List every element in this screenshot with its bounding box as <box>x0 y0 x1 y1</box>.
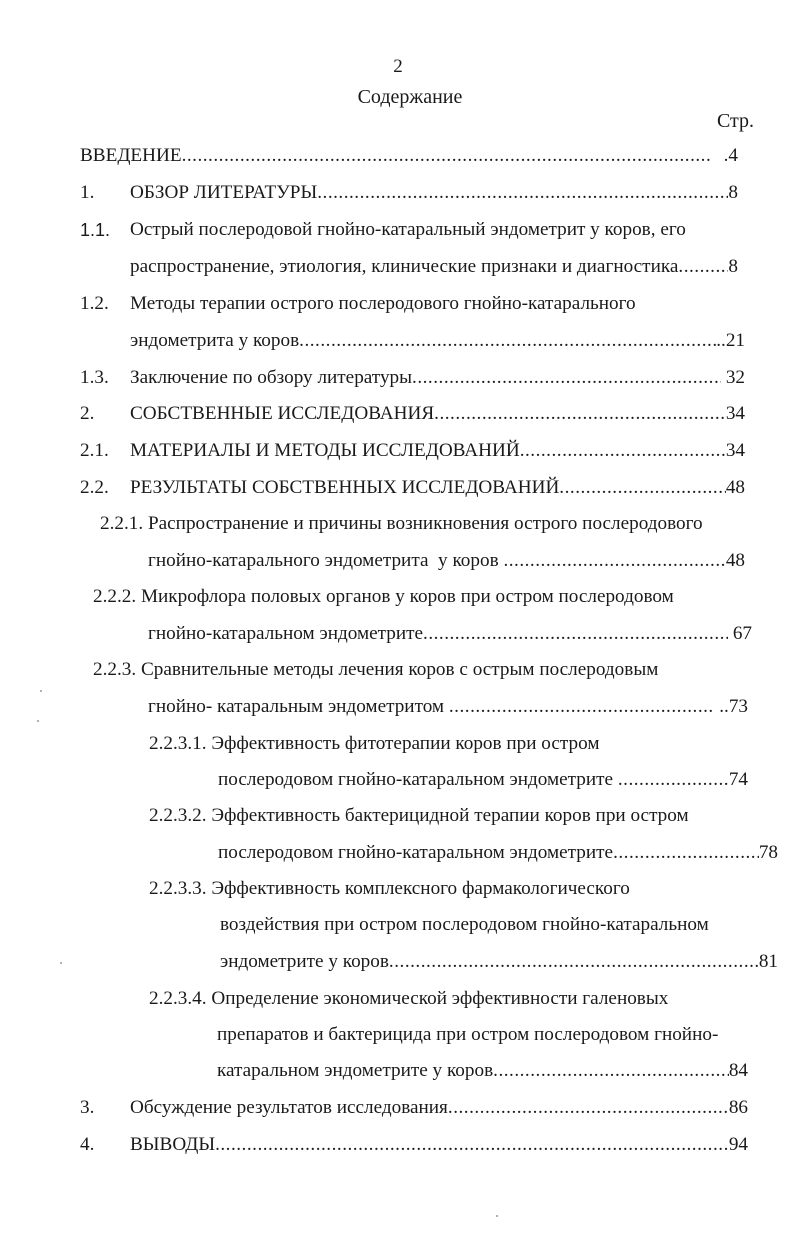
toc-entry-text: МАТЕРИАЛЫ И МЕТОДЫ ИССЛЕДОВАНИЙ <box>130 440 520 461</box>
leader-dots <box>449 695 715 719</box>
leader-dots <box>317 181 728 205</box>
toc-entry-text: гнойно-катарального эндометрита у коров <box>148 550 504 571</box>
toc-entry-text: Обсуждение результатов исследования <box>130 1097 448 1118</box>
page-number: 2 <box>393 56 403 77</box>
toc-entry-text: эндометрита у коров <box>130 330 300 351</box>
toc-entry-2-2-3-3-line1[interactable]: 2.2.3.3. Эффективность комплексного фармакологического <box>149 878 630 899</box>
toc-entry-page: 48 <box>725 477 745 498</box>
leader-dots <box>412 366 721 390</box>
toc-entry-page: 86 <box>728 1097 748 1118</box>
toc-entry-1-2-line1[interactable]: Методы терапии острого послеродового гнойно-катарального <box>130 293 636 314</box>
page-column-label: Стр. <box>716 110 754 132</box>
toc-entry-number: 1.3. <box>80 367 109 388</box>
leader-dots <box>448 1096 729 1120</box>
toc-entry-page: 84 <box>728 1060 748 1081</box>
toc-entry-2-2-3-line2[interactable] <box>148 695 748 719</box>
toc-entry-text: послеродовом гнойно-катаральном эндометрите <box>218 842 614 863</box>
toc-entry-conclusions[interactable] <box>130 1133 748 1157</box>
toc-entry-page: ..21 <box>716 330 745 351</box>
toc-entry-page: .4 <box>723 145 738 166</box>
toc-entry-text: распространение, этиология, клинические признаки и диагностика <box>130 256 679 277</box>
leader-dots <box>618 768 729 792</box>
toc-entry-number: 1.2. <box>80 293 109 314</box>
toc-entry-2-2[interactable] <box>130 476 745 500</box>
toc-entry-2-2-3-line1[interactable]: 2.2.3. Сравнительные методы лечения коров с острым послеродовым <box>93 659 659 680</box>
toc-entry-2-1[interactable] <box>130 439 745 463</box>
leader-dots <box>493 1059 729 1083</box>
toc-entry-text: СОБСТВЕННЫЕ ИССЛЕДОВАНИЯ <box>130 403 435 424</box>
toc-entry-2-2-1-line1[interactable]: 2.2.1. Распространение и причины возникновения острого послеродового <box>100 513 703 534</box>
leader-dots <box>434 402 726 426</box>
toc-entry-page: 48 <box>725 550 745 571</box>
leader-dots <box>559 476 726 500</box>
toc-entry-number: 1.1. <box>80 220 111 240</box>
leader-dots <box>423 622 728 646</box>
toc-entry-number: 2. <box>80 403 95 424</box>
toc-entry-number: 2.2. <box>80 477 109 498</box>
leader-dots <box>678 255 728 279</box>
toc-entry-own-research[interactable] <box>130 402 745 426</box>
toc-entry-2-2-1-line2[interactable] <box>148 549 745 573</box>
toc-entry-page: 8 <box>728 182 738 203</box>
toc-entry-page: 67 <box>728 623 752 644</box>
toc-entry-2-2-3-2-line2[interactable] <box>218 841 778 865</box>
toc-entry-1-3[interactable] <box>130 366 745 390</box>
scan-speck <box>40 690 42 692</box>
toc-entry-page: 94 <box>728 1134 748 1155</box>
toc-entry-literature-review[interactable] <box>130 181 738 205</box>
toc-entry-number: 2.1. <box>80 440 109 461</box>
scan-speck <box>496 1215 498 1217</box>
toc-entry-page: ..73 <box>714 696 748 717</box>
toc-entry-page: 74 <box>728 769 748 790</box>
toc-entry-page: 81 <box>758 951 778 972</box>
toc-entry-number: 3. <box>80 1097 95 1118</box>
toc-entry-text: послеродовом гнойно-катаральном эндометрите <box>218 769 618 790</box>
toc-entry-2-2-3-1-line1[interactable]: 2.2.3.1. Эффективность фитотерапии коров при остром <box>149 733 600 754</box>
toc-entry-2-2-3-4-line3[interactable] <box>217 1059 748 1083</box>
toc-entry-2-2-2-line2[interactable] <box>148 622 752 646</box>
leader-dots <box>389 950 759 974</box>
scan-speck <box>60 962 62 964</box>
toc-entry-page: 34 <box>725 440 745 461</box>
toc-entry-1-1-line1[interactable]: Острый послеродовой гнойно-катаральный эндометрит у коров, его <box>130 219 686 240</box>
toc-entry-page: 78 <box>758 842 778 863</box>
leader-dots <box>299 329 716 353</box>
toc-entry-2-2-3-2-line1[interactable]: 2.2.3.2. Эффективность бактерицидной терапии коров при остром <box>149 805 689 826</box>
toc-entry-2-2-3-3-line2[interactable]: воздействия при остром послеродовом гнойно-катаральном <box>220 914 709 935</box>
toc-entry-page: 34 <box>725 403 745 424</box>
toc-entry-text: эндометрите у коров <box>220 951 389 972</box>
toc-entry-page: 8 <box>728 256 738 277</box>
leader-dots <box>215 1133 729 1157</box>
toc-entry-text: РЕЗУЛЬТАТЫ СОБСТВЕННЫХ ИССЛЕДОВАНИЙ <box>130 477 560 498</box>
toc-entry-2-2-3-4-line2[interactable]: препаратов и бактерицида при остром послеродовом гнойно- <box>217 1024 719 1045</box>
toc-entry-text: катаральном эндометрите у коров <box>217 1060 494 1081</box>
toc-entry-2-2-3-3-line3[interactable] <box>220 950 778 974</box>
toc-entry-text: ОБЗОР ЛИТЕРАТУРЫ <box>130 182 318 203</box>
toc-entry-text: Заключение по обзору литературы <box>130 367 413 388</box>
leader-dots <box>182 144 710 168</box>
page-title: Содержание <box>357 86 463 108</box>
toc-entry-introduction[interactable] <box>80 144 738 168</box>
toc-entry-text: гнойно- катаральным эндометритом <box>148 696 449 717</box>
toc-entry-text: ВВЕДЕНИЕ <box>80 145 182 166</box>
toc-entry-number: 1. <box>80 182 95 203</box>
toc-entry-number: 4. <box>80 1134 95 1155</box>
toc-entry-2-2-3-1-line2[interactable] <box>218 768 748 792</box>
scan-speck <box>37 720 39 722</box>
toc-entry-text: ВЫВОДЫ <box>130 1134 216 1155</box>
leader-dots <box>520 439 726 463</box>
toc-entry-text: гнойно-катаральном эндометрите <box>148 623 424 644</box>
toc-entry-2-2-2-line1[interactable]: 2.2.2. Микрофлора половых органов у коров при остром послеродовом <box>93 586 674 607</box>
toc-entry-1-2-line2[interactable] <box>130 329 745 353</box>
leader-dots <box>503 549 725 573</box>
toc-entry-2-2-3-4-line1[interactable]: 2.2.3.4. Определение экономической эффективности галеновых <box>149 988 669 1009</box>
leader-dots <box>613 841 759 865</box>
toc-entry-1-1-line2[interactable] <box>130 255 738 279</box>
toc-entry-page: 32 <box>721 367 745 388</box>
toc-entry-discussion[interactable] <box>130 1096 748 1120</box>
